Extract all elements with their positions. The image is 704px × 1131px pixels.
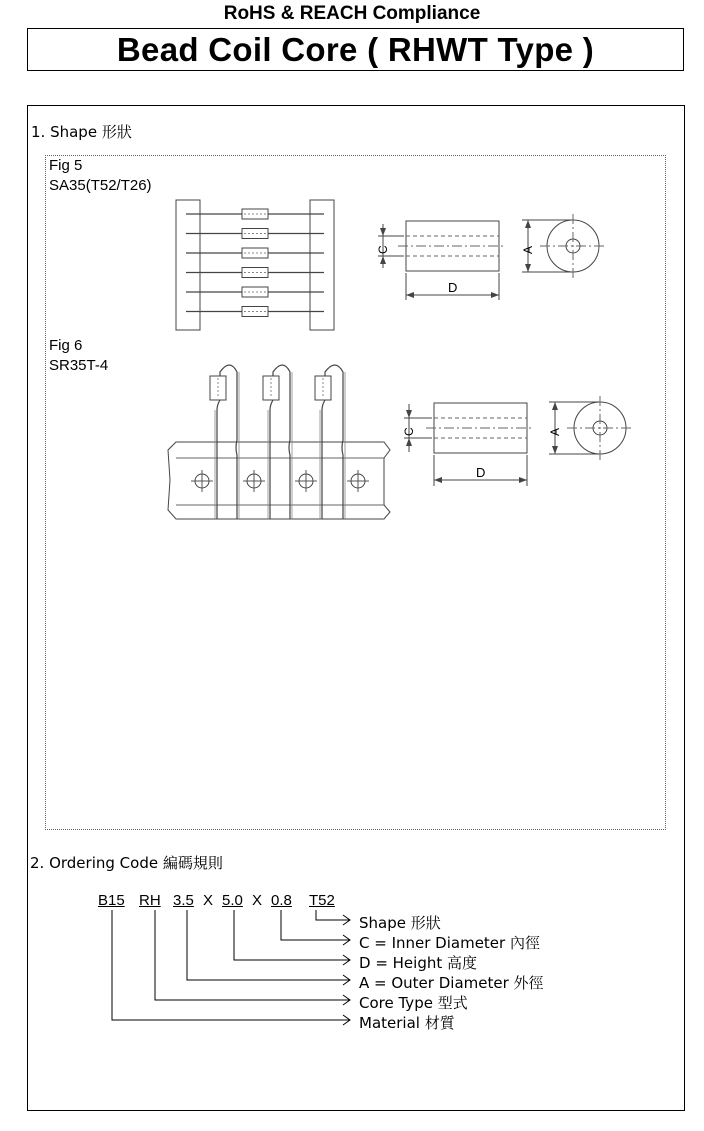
code-separator-1: X — [203, 892, 214, 909]
code-material: B15 — [98, 892, 125, 909]
legend-outer-diameter: A = Outer Diameter 外徑 — [359, 974, 544, 992]
code-core-type: RH — [139, 892, 161, 909]
legend-inner-diameter: C = Inner Diameter 內徑 — [359, 934, 540, 952]
fig5-label: Fig 5 — [49, 157, 83, 174]
legend-shape: Shape 形狀 — [359, 914, 441, 932]
legend-core-type: Core Type 型式 — [359, 994, 468, 1012]
code-shape: T52 — [309, 892, 335, 909]
page-title: Bead Coil Core ( RHWT Type ) — [116, 30, 595, 68]
fig5-dim-a: A — [521, 245, 535, 254]
fig5-dim-d: D — [448, 280, 458, 295]
legend-material: Material 材質 — [359, 1014, 455, 1032]
fig6-label: Fig 6 — [49, 337, 83, 354]
shape-section-heading: 1. Shape 形狀 — [31, 123, 132, 141]
fig6-model: SR35T-4 — [49, 357, 109, 374]
fig5-model: SA35(T52/T26) — [49, 177, 152, 194]
code-separator-2: X — [252, 892, 263, 909]
code-inner-diameter: 0.8 — [271, 892, 292, 909]
fig5-dim-c: C — [376, 245, 390, 254]
fig6-dim-c: C — [402, 427, 416, 436]
code-outer-diameter: 3.5 — [173, 892, 194, 909]
ordering-section-heading: 2. Ordering Code 編碼規則 — [30, 854, 223, 872]
compliance-heading: RoHS & REACH Compliance — [223, 3, 481, 24]
fig6-dim-a: A — [548, 427, 562, 436]
code-height: 5.0 — [222, 892, 243, 909]
legend-height: D = Height 高度 — [359, 954, 478, 972]
fig6-dim-d: D — [476, 465, 486, 480]
